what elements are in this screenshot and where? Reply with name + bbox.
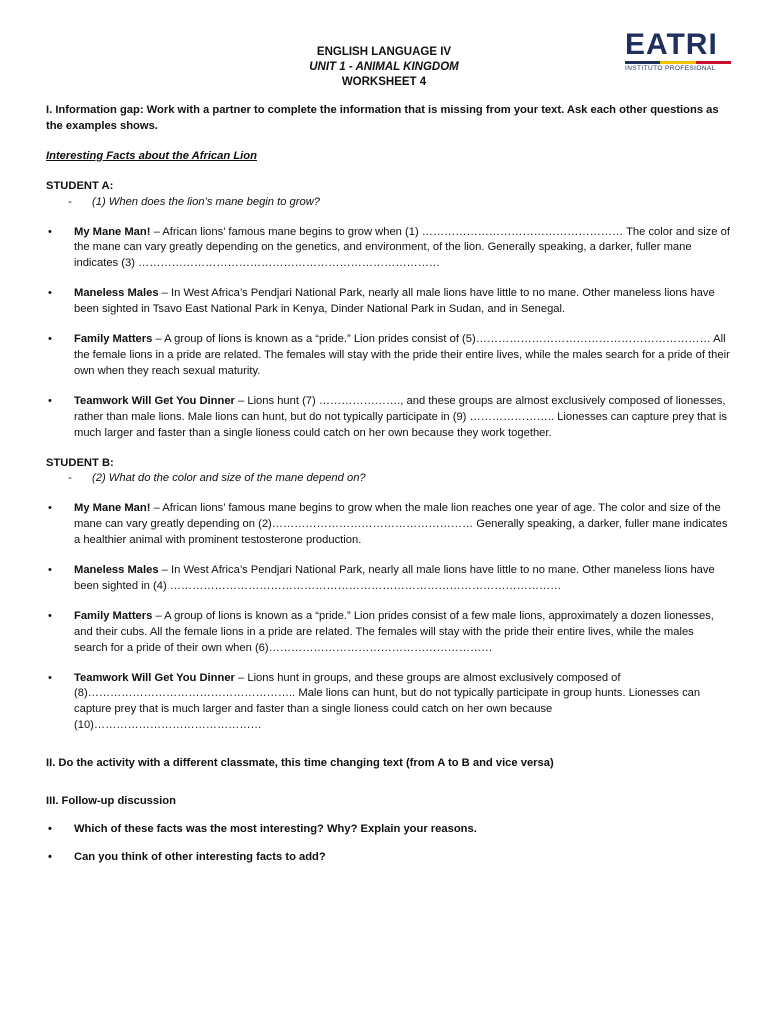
fact-title: Family Matters bbox=[74, 333, 153, 346]
bullet-marker: • bbox=[48, 823, 52, 835]
fact-title: Maneless Males bbox=[74, 564, 159, 577]
logo-name: EATRI bbox=[625, 28, 718, 61]
fact-text: – A group of lions is known as a “pride.” Lion prides consist of (5)……………………………………………………… All the female lions in a pride are related. The females will stay with the pride their entire lives, while the males search for a pride of their own when they reach sexual maturity. bbox=[74, 333, 730, 377]
bullet-marker: • bbox=[48, 394, 52, 407]
course-title: ENGLISH LANGUAGE IV bbox=[316, 46, 452, 58]
list-item bbox=[46, 394, 730, 442]
fact-title: Teamwork Will Get You Dinner bbox=[74, 394, 235, 407]
student-b-question bbox=[46, 471, 730, 487]
fact-text: – Lions hunt (7) …………………., and these groups are almost exclusively composed of lionesses, rather than male lions. Male lions can hunt, but do not typically participate in (9) ………………….. Lionesses can capture prey that is much larger and faster than a single lioness could catch on her own because they work together. bbox=[74, 394, 727, 439]
question-text: (2) What do the color and size of the mane depend on? bbox=[92, 472, 366, 485]
logo-bar-yellow bbox=[660, 61, 695, 64]
section-1-instruction: I. Information gap: Work with a partner to complete the information that is missing from your text. Ask each other questions as the examples shows. bbox=[46, 104, 719, 132]
student-b-label: STUDENT B: bbox=[46, 456, 114, 469]
section-1-title: Interesting Facts about the African Lion bbox=[46, 149, 257, 162]
worksheet-title: WORKSHEET 4 bbox=[341, 76, 427, 88]
bullet-marker: • bbox=[48, 225, 52, 238]
bullet-marker: • bbox=[48, 564, 52, 577]
section-2-instruction: II. Do the activity with a different classmate, this time changing text (from A to B and vice versa) bbox=[46, 757, 554, 770]
list-item bbox=[46, 563, 730, 595]
list-item bbox=[46, 850, 730, 866]
logo-bar-blue bbox=[625, 61, 660, 64]
list-item bbox=[46, 671, 730, 735]
bullet-marker: • bbox=[48, 287, 52, 300]
list-item bbox=[46, 225, 730, 273]
student-a-label: STUDENT A: bbox=[46, 179, 114, 192]
list-item bbox=[46, 822, 730, 838]
bullet-marker: • bbox=[48, 850, 52, 863]
list-item bbox=[46, 286, 730, 318]
fact-title: Family Matters bbox=[74, 609, 153, 622]
logo-subtitle: INSTITUTO PROFESIONAL bbox=[625, 65, 716, 72]
fact-text: – Lions hunt in groups, and these groups are almost exclusively composed of (8)……………………………………………….. Male lions can hunt, but do not typically participate in group hunts. Lionesses can capture prey that is much larger and faster than a single lioness could catch on her own because (10)……………………………………… bbox=[74, 671, 701, 732]
fact-text: – African lions’ famous mane begins to grow when (1) ……………………………………………… The color and size of the mane can vary greatly depending on the genetics, and environment, of the lion. Generally speaking, a darker, fuller mane indicates (3) ……………………………………………………………………… bbox=[74, 225, 730, 270]
logo-color-bar bbox=[625, 61, 731, 64]
question-text: (1) When does the lion’s mane begin to grow? bbox=[92, 195, 321, 208]
fact-title: My Mane Man! bbox=[74, 502, 151, 515]
discussion-question: Can you think of other interesting facts to add? bbox=[74, 850, 326, 863]
list-item bbox=[46, 332, 730, 380]
dash-marker: - bbox=[68, 472, 72, 485]
list-item bbox=[46, 501, 730, 549]
fact-text: – A group of lions is known as a “pride.” Lion prides consist of a few male lions, approximately a dozen lionesses, and their cubs. All the female lions in a pride are related. The females will stay with the pride their entire lives, while the males search for a pride of their own when (6)…………………………………………………… bbox=[74, 609, 714, 654]
fact-text: – In West Africa’s Pendjari National Park, nearly all male lions have little to no mane. Other maneless lions have been sighted in (4) …………………………………………………………………………………………… bbox=[74, 564, 715, 592]
bullet-marker: • bbox=[48, 671, 52, 684]
bullet-marker: • bbox=[48, 609, 52, 622]
fact-text: – African lions’ famous mane begins to grow when the male lion reaches one year of age. The color and size of the mane can vary greatly depending on (2)……………………………………………… Generally speaking, a darker, fuller mane indicates a healthier animal with prominent testosterone production. bbox=[74, 502, 728, 547]
fact-title: My Mane Man! bbox=[74, 225, 151, 238]
eatri-logo bbox=[625, 30, 731, 72]
worksheet-body bbox=[46, 103, 730, 866]
list-item bbox=[46, 609, 730, 657]
fact-title: Maneless Males bbox=[74, 287, 159, 300]
fact-text: – In West Africa’s Pendjari National Park, nearly all male lions have little to no mane. Other maneless lions have been sighted in Tsavo East National Park in Kenya, Dinder National Park in Sudan, and in Senegal. bbox=[74, 287, 715, 316]
bullet-marker: • bbox=[48, 333, 52, 346]
discussion-question: Which of these facts was the most interesting? Why? Explain your reasons. bbox=[74, 823, 477, 835]
unit-title: UNIT 1 - ANIMAL KINGDOM bbox=[309, 61, 459, 73]
section-3-title: III. Follow-up discussion bbox=[46, 795, 176, 808]
fact-title: Teamwork Will Get You Dinner bbox=[74, 671, 235, 684]
bullet-marker: • bbox=[48, 502, 52, 515]
student-a-question bbox=[46, 195, 730, 211]
dash-marker: - bbox=[68, 195, 72, 208]
logo-bar-red bbox=[696, 61, 731, 64]
